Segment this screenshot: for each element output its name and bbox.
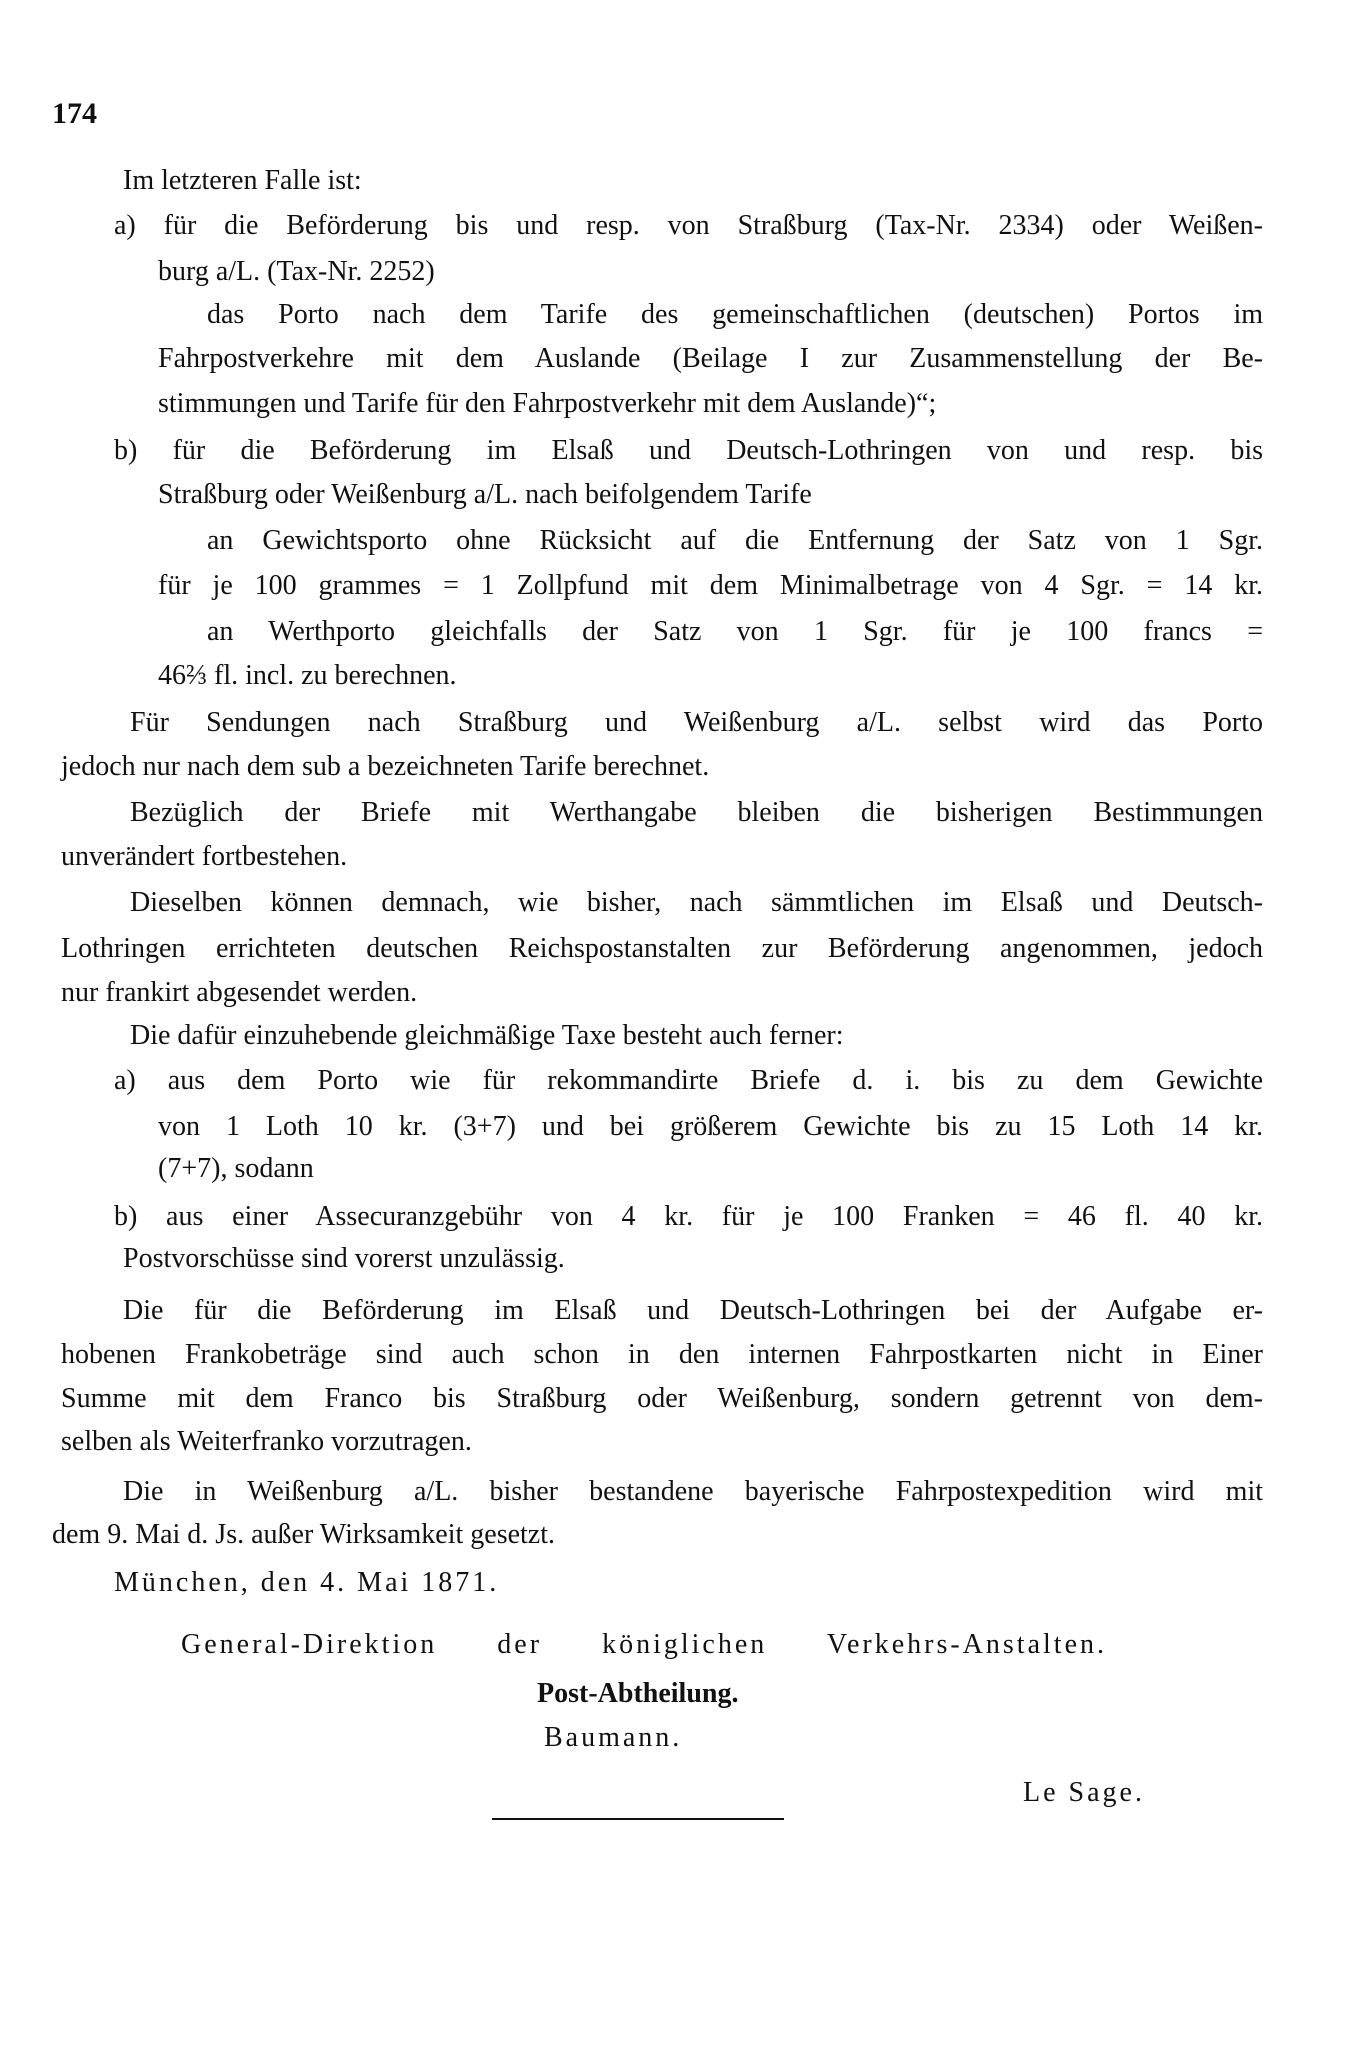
text-line: a) für die Beförderung bis und resp. von Straßburg (Tax-Nr. 2334) oder Weißen- bbox=[114, 210, 1263, 241]
text-line: Straßburg oder Weißenburg a/L. nach beifolgendem Tarife bbox=[158, 479, 812, 510]
text-line: das Porto nach dem Tarife des gemeinschaftlichen (deutschen) Portos im bbox=[207, 299, 1263, 330]
text-line: b) aus einer Assecuranzgebühr von 4 kr. für je 100 Franken = 46 fl. 40 kr. bbox=[114, 1201, 1263, 1232]
page-number: 174 bbox=[52, 97, 97, 130]
text-line: burg a/L. (Tax-Nr. 2252) bbox=[158, 256, 435, 287]
text-line: 46⅔ fl. incl. zu berechnen. bbox=[158, 660, 457, 691]
signatory-baumann: Baumann. bbox=[544, 1722, 683, 1753]
text-line: Summe mit dem Franco bis Straßburg oder Weißenburg, sondern getrennt von dem- bbox=[61, 1383, 1263, 1414]
place-date: München, den 4. Mai 1871. bbox=[114, 1567, 500, 1598]
issuing-authority: General-Direktion der königlichen Verkehrs-Anstalten. bbox=[181, 1629, 1107, 1660]
text-line: jedoch nur nach dem sub a bezeichneten Tarife berechnet. bbox=[61, 751, 710, 782]
signatory-le-sage: Le Sage. bbox=[1023, 1777, 1145, 1808]
text-line: Dieselben können demnach, wie bisher, nach sämmtlichen im Elsaß und Deutsch- bbox=[130, 887, 1263, 918]
text-line: (7+7), sodann bbox=[158, 1153, 314, 1184]
text-line: Die in Weißenburg a/L. bisher bestandene bayerische Fahrpostexpedition wird mit bbox=[123, 1476, 1263, 1507]
text-line: Bezüglich der Briefe mit Werthangabe bleiben die bisherigen Bestimmungen bbox=[130, 797, 1263, 828]
text-line: von 1 Loth 10 kr. (3+7) und bei größerem Gewichte bis zu 15 Loth 14 kr. bbox=[158, 1111, 1263, 1142]
text-line: dem 9. Mai d. Js. außer Wirksamkeit gesetzt. bbox=[52, 1519, 556, 1550]
text-line: Die für die Beförderung im Elsaß und Deutsch-Lothringen bei der Aufgabe er- bbox=[123, 1295, 1263, 1326]
text-line: Die dafür einzuhebende gleichmäßige Taxe besteht auch ferner: bbox=[130, 1020, 844, 1051]
text-line: nur frankirt abgesendet werden. bbox=[61, 977, 418, 1008]
department: Post-Abtheilung. bbox=[537, 1678, 739, 1709]
text-line: Im letzteren Falle ist: bbox=[123, 165, 362, 196]
closing-rule bbox=[492, 1818, 784, 1820]
text-line: Für Sendungen nach Straßburg und Weißenburg a/L. selbst wird das Porto bbox=[130, 707, 1263, 738]
text-line: hobenen Frankobeträge sind auch schon in den internen Fahrpostkarten nicht in Einer bbox=[61, 1339, 1263, 1370]
text-line: Fahrpostverkehre mit dem Auslande (Beilage I zur Zusammenstellung der Be- bbox=[158, 343, 1263, 374]
text-line: unverändert fortbestehen. bbox=[61, 841, 348, 872]
text-line: Postvorschüsse sind vorerst unzulässig. bbox=[123, 1243, 565, 1274]
text-line: für je 100 grammes = 1 Zollpfund mit dem Minimalbetrage von 4 Sgr. = 14 kr. bbox=[158, 570, 1263, 601]
text-line: a) aus dem Porto wie für rekommandirte Briefe d. i. bis zu dem Gewichte bbox=[114, 1065, 1263, 1096]
text-line: stimmungen und Tarife für den Fahrpostverkehr mit dem Auslande)“; bbox=[158, 388, 937, 419]
text-line: b) für die Beförderung im Elsaß und Deutsch-Lothringen von und resp. bis bbox=[114, 435, 1263, 466]
text-line: an Gewichtsporto ohne Rücksicht auf die Entfernung der Satz von 1 Sgr. bbox=[207, 525, 1263, 556]
text-line: Lothringen errichteten deutschen Reichspostanstalten zur Beförderung angenommen, jedoch bbox=[61, 933, 1263, 964]
text-line: selben als Weiterfranko vorzutragen. bbox=[61, 1426, 472, 1457]
text-line: an Werthporto gleichfalls der Satz von 1 Sgr. für je 100 francs = bbox=[207, 616, 1263, 647]
